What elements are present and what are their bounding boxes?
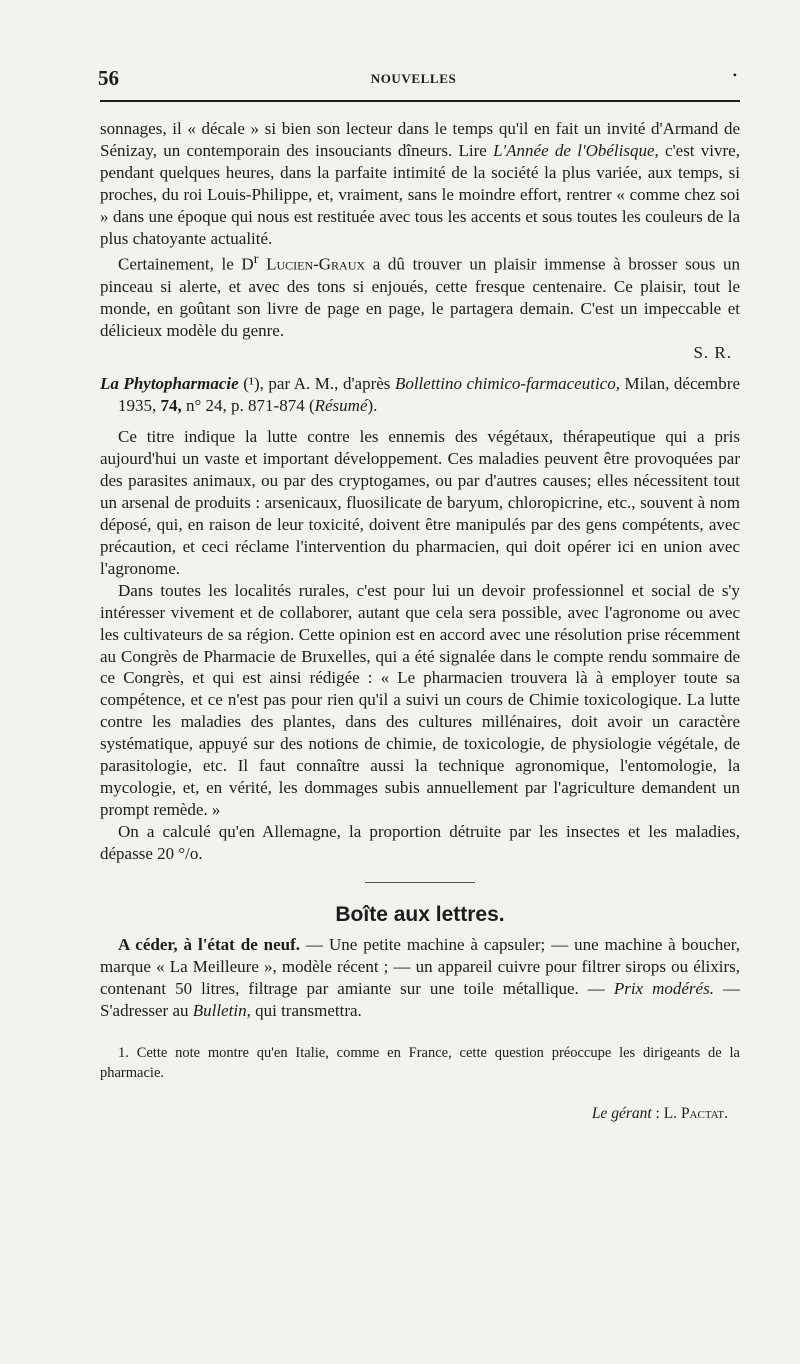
- article-paragraph: On a calculé qu'en Allemagne, la proportion détruite par les insectes et les maladies, dépasse 20 °/o.: [100, 821, 740, 863]
- article-body: [100, 426, 740, 864]
- footnote: 1. Cette note montre qu'en Italie, comme en France, cette question préoccupe les dirigeants de la pharmacie.: [100, 1045, 740, 1082]
- header-rule: [100, 100, 740, 102]
- article-paragraph: Ce titre indique la lutte contre les ennemis des végétaux, thérapeutique qui a pris aujourd'hui un vaste et important développement. Ces maladies peuvent être provoquées par des parasites animaux, ou par des cryptogames, ou par d'autres causes; elles nécessitent tout un arsenal de produits : arsenicaux, fluosilicate de baryum, chloropicrine, etc., souvent à nom déposé, qui, en raison de leur toxicité, doivent être manipulés par des gens compétents, avec précaution, et ceci réclame l'intervention du pharmacien, qui doit opérer ici en union avec l'agronome.: [100, 427, 740, 578]
- section-divider: [365, 882, 475, 883]
- mailbox-lead: A céder, à l'état de neuf.: [118, 935, 301, 955]
- page-body: [100, 118, 740, 1125]
- mailbox-title: Boîte aux lettres.: [335, 902, 505, 926]
- running-header: [92, 66, 735, 92]
- mailbox-paragraph: A céder, à l'état de neuf. — Une petite machine à capsuler; — une machine à boucher, marque « La Meilleure », modèle récent ; — un appareil cuivre pour filtrer sirops ou élixirs, contenant 50 litres, filtrage par amiante sur une toile métallique. — Prix modérés. — S'adresser au Bulletin, qui transmettra.: [100, 935, 740, 1021]
- article-heading: La Phytopharmacie (¹), par A. M., d'après Bollettino chimico-farmaceutico, Milan, décembre 1935, 74, n° 24, p. 871-874 (Résumé).: [100, 373, 740, 415]
- review-paragraph-2: Certainement, le $D^r$ Lucien-Graux a dû trouver un plaisir immense à brosser sous un pinceau si alerte, et avec des tons si enjoués, cette fresque centenaire. Ce plaisir, tout le monde, en goûtant son livre de page en page, le partagera demain. C'est un impeccable et délicieux modèle du genre.: [100, 251, 740, 340]
- running-title: NOUVELLES: [370, 71, 457, 86]
- footnote-ref: (¹): [243, 373, 260, 393]
- article-title: La Phytopharmacie: [100, 373, 239, 393]
- article-paragraph: Dans toutes les localités rurales, c'est pour lui un devoir professionnel et social de s'y intéresser vivement et de collaborer, autant que cela sera possible, avec l'agronome ou avec les cultivateurs de sa région. Cette opinion est en accord avec une résolution prise récemment au Congrès de Pharmacie de Bruxelles, qui a été signalée dans le compte rendu sommaire de ce Congrès, et qui est ainsi rédigée : « Le pharmacien trouvera là à employer toute sa compétence, et ce n'est pas pour rien qu'il a suivi un cours de Chimie toxicologique. La lutte contre les maladies des plantes, dans des cultures millénaires, doit avoir un caractère systématique, appuyé sur des notions de chimie, de toxicologie, de physiologie végétale, de parasitologie, etc. Il faut connaître aussi la technique agronomique, l'entomologie, la mycologie, et, en vérité, les dommages subis annuellement par l'agriculture demandent un prompt remède. »: [100, 580, 740, 819]
- author-name: Lucien-Graux: [266, 255, 366, 275]
- manager-signature: Le gérant : L. Pactat.: [591, 1105, 728, 1123]
- article-source: Bollettino chimico-farmaceutico,: [394, 373, 620, 393]
- header-dot: •: [732, 68, 737, 82]
- book-title: L'Année de l'Obélisque: [493, 140, 655, 160]
- page-number: 56: [98, 66, 119, 90]
- review-paragraph-1: sonnages, il « décale » si bien son lecteur dans le temps qu'il en fait un invité d'Armand de Sénizay, un contemporain des insouciants dîneurs. Lire L'Année de l'Obélisque, c'est vivre, pendant quelques heures, dans la parfaite intimité de la société la plus variée, aux temps, si proches, du roi Louis-Philippe, et, vraiment, sans le moindre effort, rentrer « comme chez soi » dans une époque qui nous est restituée avec tous les accents et sous toutes les couleurs de la plus chatoyante actualité.: [100, 119, 740, 248]
- review-signature: S. R.: [693, 342, 732, 362]
